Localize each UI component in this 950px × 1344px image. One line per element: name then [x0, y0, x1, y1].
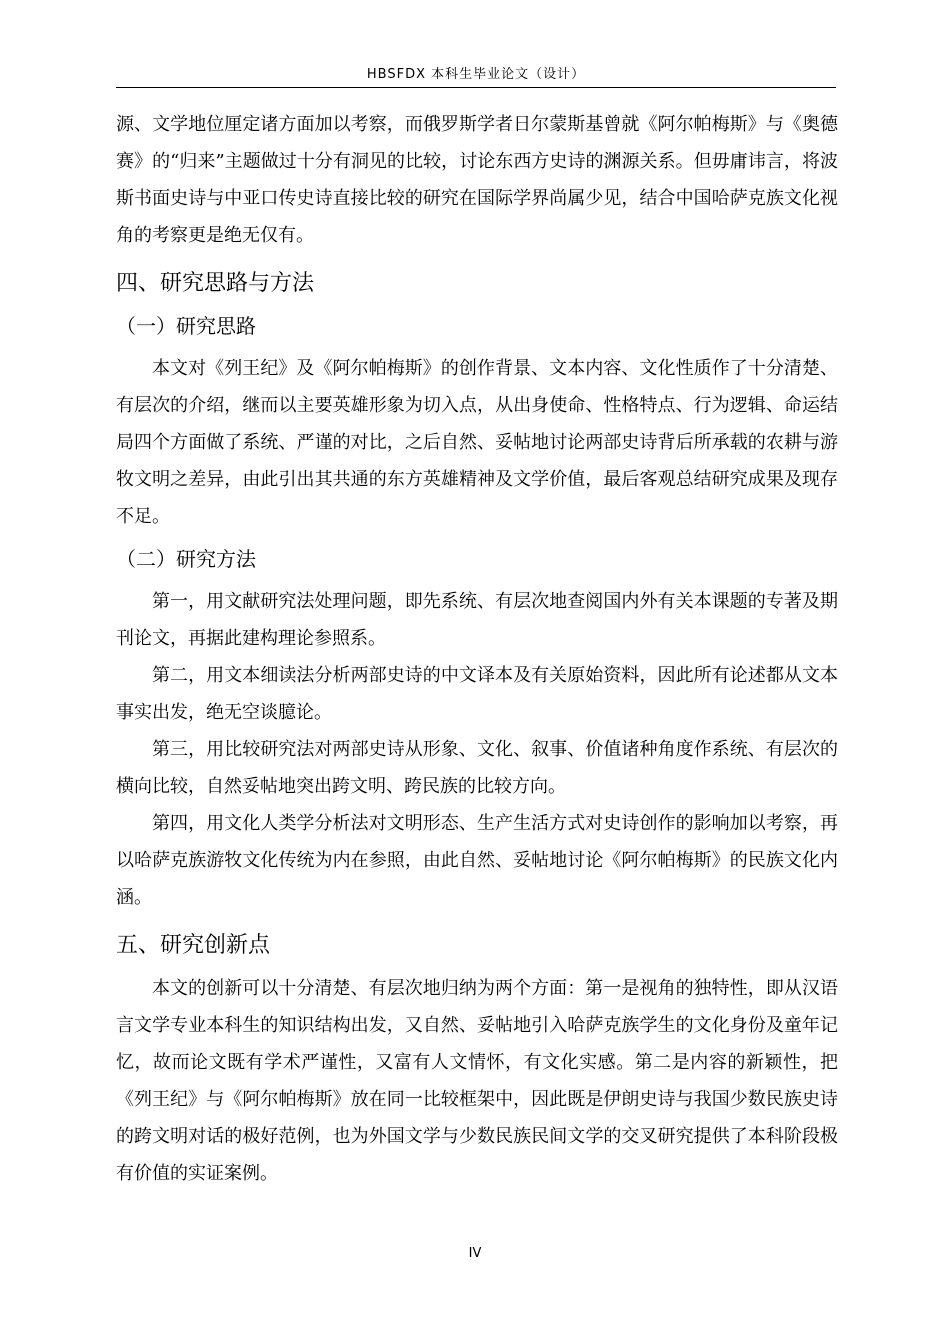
subsection-heading-one: （一）研究思路 — [116, 314, 256, 338]
page-number: IV — [468, 1246, 482, 1261]
running-header: HBSFDX 本科生毕业论文（设计） — [366, 67, 586, 82]
section-heading-five: 五、研究创新点 — [116, 933, 271, 958]
paragraph-innovation: 本文的创新可以十分清楚、有层次地归纳为两个方面：第一是视角的独特性，即从汉语言文学专业本科生的知识结构出发，又自然、妥帖地引入哈萨克族学生的文化身份及童年记忆，故而论文既有学术严谨性，又富有人文情怀，有文化实感。第二是内容的新颖性，把《列王纪》与《阿尔帕梅斯》放在同一比较框架中，因此既是伊朗史诗与我国少数民族史诗的跨文明对话的极好范例，也为外国文学与少数民族民间文学的交叉研究提供了本科阶段极有价值的实证案例。 — [116, 978, 838, 1184]
method-paragraph-4: 第四，用文化人类学分析法对文明形态、生产生活方式对史诗创作的影响加以考察，再以哈萨克族游牧文化传统为内在参照，由此自然、妥帖地讨论《阿尔帕梅斯》的民族文化内涵。 — [116, 813, 838, 908]
paragraph-continuation: 源、文学地位厘定诸方面加以考察，而俄罗斯学者日尔蒙斯基曾就《阿尔帕梅斯》与《奥德赛》的“归来”主题做过十分有洞见的比较，讨论东西方史诗的渊源关系。但毋庸讳言，将波斯书面史诗与中亚口传史诗直接比较的研究在国际学界尚属少见，结合中国哈萨克族文化视角的考察更是绝无仅有。 — [116, 114, 838, 246]
method-paragraph-1: 第一，用文献研究法处理问题，即先系统、有层次地查阅国内外有关本课题的专著及期刊论文，再据此建构理论参照系。 — [116, 591, 838, 649]
paragraph-research-approach: 本文对《列王纪》及《阿尔帕梅斯》的创作背景、文本内容、文化性质作了十分清楚、有层次的介绍，继而以主要英雄形象为切入点，从出身使命、性格特点、行为逻辑、命运结局四个方面做了系统、严谨的对比，之后自然、妥帖地讨论两部史诗背后所承载的农耕与游牧文明之差异，由此引出其共通的东方英雄精神及文学价值，最后客观总结研究成果及现存不足。 — [116, 358, 838, 527]
subsection-heading-two: （二）研究方法 — [116, 547, 256, 571]
document-body — [116, 106, 838, 1192]
method-paragraph-2: 第二，用文本细读法分析两部史诗的中文译本及有关原始资料，因此所有论述都从文本事实出发，绝无空谈臆论。 — [116, 665, 838, 723]
header-rule — [116, 87, 836, 88]
section-heading-four: 四、研究思路与方法 — [116, 271, 315, 296]
method-paragraph-3: 第三，用比较研究法对两部史诗从形象、文化、叙事、价值诸种角度作系统、有层次的横向比较，自然妥帖地突出跨文明、跨民族的比较方向。 — [116, 739, 838, 797]
